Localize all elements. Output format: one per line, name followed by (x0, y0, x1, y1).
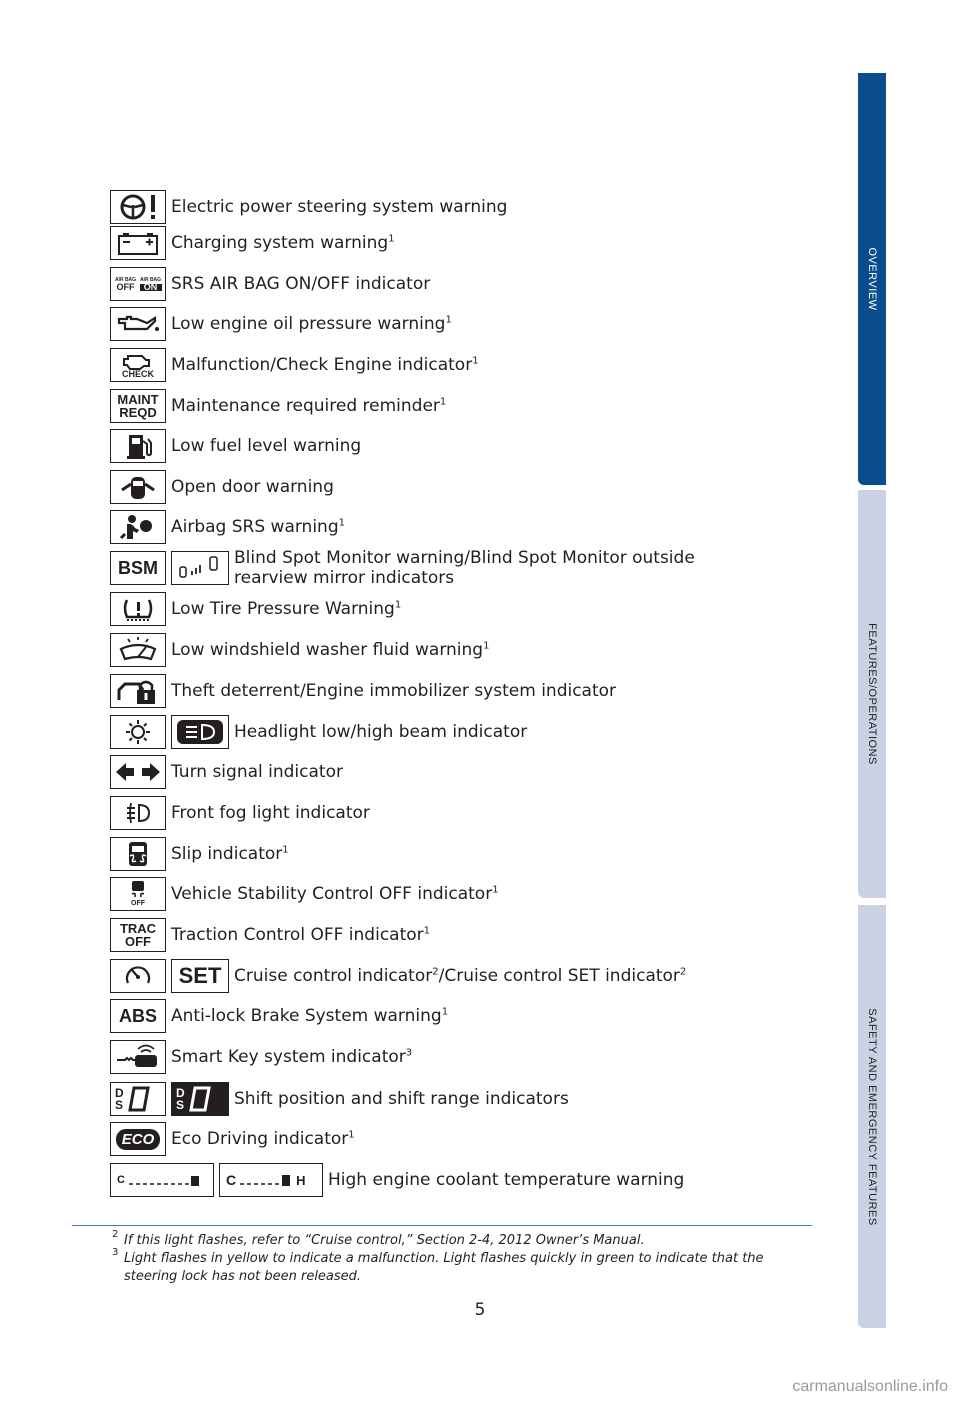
shift-range-d-text: D (176, 1086, 185, 1100)
footnote: 2 If this light flashes, refer to “Cruise control,” Section 2-4, 2012 Owner’s Manual. (112, 1229, 645, 1248)
indicator-label: Headlight low/high beam indicator (234, 722, 528, 742)
trac-off-icon (110, 918, 166, 952)
indicator-row (110, 671, 616, 711)
indicator-label: High engine coolant temperature warning (328, 1170, 685, 1190)
indicator-row (110, 915, 430, 955)
open-door-icon (110, 470, 166, 504)
indicator-label: Electric power steering system warning (171, 197, 508, 217)
maint-reqd-icon (110, 389, 166, 423)
headlight-icon (171, 715, 229, 749)
indicator-label (234, 548, 695, 588)
shift-s-text: S (115, 1098, 124, 1112)
set-text: SET (178, 963, 222, 988)
smart-key-icon (110, 1040, 166, 1074)
airbag-on-off-icon (110, 267, 166, 301)
indicator-row (110, 507, 345, 547)
indicator-label: Low windshield washer fluid warning$^1$ (171, 640, 490, 660)
indicator-row (110, 548, 695, 588)
indicator-row (110, 793, 370, 833)
side-tab-features-label: FEATURES/OPERATIONS (866, 623, 878, 765)
fuel-pump-icon (110, 429, 166, 463)
coolant-c-text: C (117, 1174, 125, 1186)
shift-position-icon (110, 1082, 166, 1116)
coolant-temp-icon (219, 1163, 323, 1197)
reqd-text: REQD (119, 405, 157, 420)
airbag-on-top: AIR BAG (139, 277, 162, 283)
indicator-label: SRS AIR BAG ON/OFF indicator (171, 274, 431, 294)
bsm-text: BSM (118, 557, 158, 578)
indicator-label: Theft deterrent/Engine immobilizer system indicator (171, 681, 617, 701)
footer-divider (72, 1225, 812, 1226)
oil-can-icon (110, 307, 166, 341)
indicator-row (110, 1037, 412, 1077)
page-number: 5 (474, 1300, 486, 1320)
side-tab-safety-label: SAFETY AND EMERGENCY FEATURES (866, 1007, 878, 1226)
indicator-row (110, 630, 489, 670)
indicator-row (110, 386, 446, 426)
bsm-icon (110, 551, 166, 585)
maint-text: MAINT (117, 392, 159, 407)
airbag-off-text: OFF (116, 282, 135, 292)
footnotes (112, 1229, 812, 1286)
battery-icon (110, 226, 166, 260)
indicator-label: Front fog light indicator (171, 803, 370, 823)
indicator-row (110, 1160, 684, 1200)
shift-d-text: D (115, 1086, 124, 1100)
indicator-label: Low Tire Pressure Warning$^1$ (171, 599, 402, 619)
cruise-set-icon (171, 959, 229, 993)
security-lock-icon (110, 674, 166, 708)
indicator-label: Open door warning (171, 477, 334, 497)
bsm-mirror-icon (171, 551, 229, 585)
indicator-row (110, 996, 448, 1036)
indicator-label: Smart Key system indicator$^3$ (171, 1047, 413, 1067)
trac-text: TRAC (119, 921, 157, 936)
airbag-off-top: AIR BAG (114, 277, 137, 283)
side-tab-overview[interactable] (858, 73, 886, 485)
coolant-h-text: H (296, 1172, 306, 1188)
indicator-label: Airbag SRS warning$^1$ (171, 517, 345, 537)
coolant-temp-low-icon (110, 1163, 214, 1197)
indicator-row (110, 304, 452, 344)
eco-icon (110, 1122, 166, 1156)
indicator-row (110, 956, 686, 996)
watermark: carmanualsonline.info (792, 1378, 948, 1395)
indicator-row (110, 1119, 355, 1159)
bsm-label-line2: rearview mirror indicators (234, 568, 455, 588)
abs-text: ABS (118, 1005, 157, 1026)
shift-range-icon (171, 1082, 229, 1116)
indicator-label: Cruise control indicator$^2$/Cruise control SET indicator$^2$ (234, 966, 687, 986)
vsc-off-icon (110, 877, 166, 911)
indicator-row (110, 589, 401, 629)
indicator-row (110, 264, 430, 304)
indicator-row (110, 874, 499, 914)
indicator-row (110, 187, 507, 227)
indicator-row (110, 426, 361, 466)
indicator-label: Vehicle Stability Control OFF indicator$^1$ (171, 884, 499, 904)
abs-icon (110, 999, 166, 1033)
indicator-label: Low engine oil pressure warning$^1$ (171, 314, 452, 334)
check-text: CHECK (121, 368, 154, 379)
indicator-row (110, 712, 527, 752)
airbag-on-text: ON (140, 284, 162, 291)
indicator-row (110, 345, 479, 385)
vsc-off-text: OFF (131, 900, 145, 907)
indicator-label: Turn signal indicator (171, 762, 343, 782)
indicator-row (110, 1079, 569, 1119)
fog-light-icon (110, 796, 166, 830)
headlight-sun-icon (110, 715, 166, 749)
shift-range-s-text: S (176, 1098, 185, 1112)
steering-warning-icon (110, 190, 166, 224)
turn-signal-icon (110, 755, 166, 789)
indicator-label: Charging system warning$^1$ (171, 233, 395, 253)
indicator-label: Shift position and shift range indicators (234, 1089, 569, 1109)
indicator-label: Traction Control OFF indicator$^1$ (171, 925, 431, 945)
indicator-row (110, 467, 334, 507)
indicator-label: Malfunction/Check Engine indicator$^1$ (171, 355, 479, 375)
airbag-person-icon (110, 510, 166, 544)
footnote: 3 Light flashes in yellow to indicate a malfunction. Light flashes quickly in green to indicate that the steering lock has not been released. (112, 1247, 764, 1284)
indicator-label: Low fuel level warning (171, 436, 362, 456)
side-tab-safety[interactable] (858, 905, 886, 1328)
indicator-row (110, 223, 395, 263)
side-tab-features[interactable] (858, 490, 886, 898)
indicator-label: Maintenance required reminder$^1$ (171, 396, 447, 416)
indicator-label: Slip indicator$^1$ (171, 844, 289, 864)
side-tab-overview-label: OVERVIEW (866, 247, 878, 311)
check-engine-icon (110, 348, 166, 382)
bsm-label-line1: Blind Spot Monitor warning/Blind Spot Monitor outside (234, 548, 695, 568)
trac-off-text: OFF (125, 934, 151, 949)
coolant-c2-text: C (226, 1172, 237, 1188)
slip-icon (110, 837, 166, 871)
cruise-icon (110, 959, 166, 993)
indicator-label: Anti-lock Brake System warning$^1$ (171, 1006, 449, 1026)
eco-text: ECO (116, 1129, 161, 1150)
indicator-row (110, 834, 289, 874)
tire-pressure-icon (110, 592, 166, 626)
washer-fluid-icon (110, 633, 166, 667)
indicator-row (110, 752, 343, 792)
indicator-label: Eco Driving indicator$^1$ (171, 1129, 355, 1149)
